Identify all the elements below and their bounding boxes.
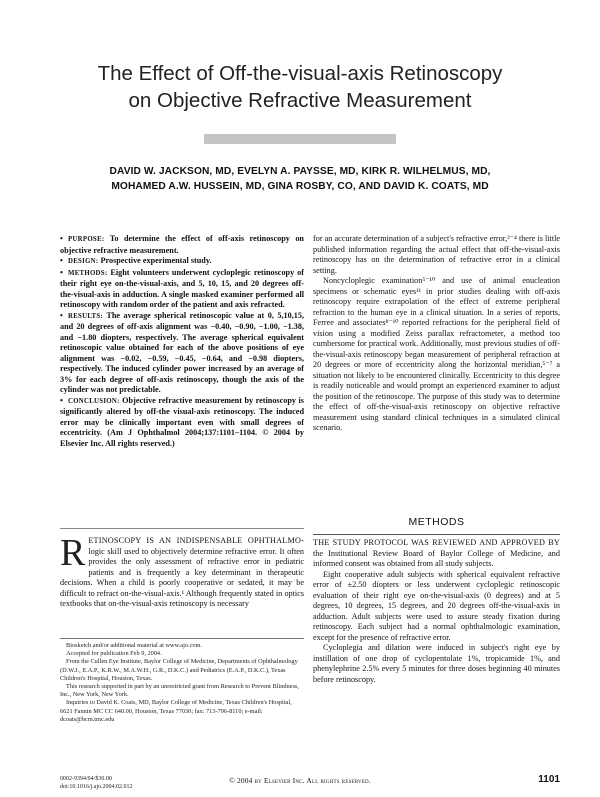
abstract-methods: • METHODS: Eight volunteers underwent cycloplegic retinoscopy of their right eye on-the-visual-axis, and 5, 10, 15, and 20 degrees off-the-visual-axis in adduction. A single masked examiner performed all retinoscopy with random order of the patient and axis refracted. xyxy=(60,267,304,309)
methods-heading: METHODS xyxy=(408,516,465,528)
author-list xyxy=(30,164,570,194)
title-line-2: on Objective Refractive Measurement xyxy=(128,89,472,112)
abstract xyxy=(60,234,304,449)
footer-issn: 0002-9394/04/$30.00 xyxy=(60,776,112,782)
title-line-1: The Effect of Off-the-visual-axis Retinoscopy xyxy=(97,62,503,85)
footer-identifiers xyxy=(60,775,133,791)
right-paragraph-2: Noncycloplegic examination⁵⁻¹⁰ and use of animal enucleation specimens or schematic eyes¹¹ in prior studies dealing with off-axis retinoscopy require extrapolation of the effect of extreme peripheral refraction to the human eye in a clinical situation. In a series of reports, Ferree and associates⁸⁻¹⁰ reported refractions for the peripheral field of vision using a modified Zeiss parallax refractometer, a method too cumbersome for practical work. Additionally, most previous studies of off- the-visual-axis retinoscopy began measurement of peripheral refraction at 20 degrees or more of eccentricity along the horizontal meridian,⁵⁻⁷ a situation not likely to be encountered clinically. Eccentricity to this degree is readily noticeable and would prompt an experienced examiner to adjust the position of the retinoscope. The purpose of this study was to determine the effect of off-the-visual-axis retinoscopy on objective refractive measurement using standard clinical techniques in a simulated clinical scenario. xyxy=(313,276,560,432)
footnote-accepted: Accepted for publication Feb 9, 2004. xyxy=(66,650,162,658)
methods-divider xyxy=(313,534,560,535)
footer-doi: doi:10.1016/j.ajo.2004.02.012 xyxy=(60,784,133,790)
drop-cap: R xyxy=(60,532,86,574)
title-divider xyxy=(204,134,396,144)
article-title xyxy=(30,60,570,114)
footer-copyright: © 2004 by Elsevier Inc. All rights reserved. xyxy=(229,776,371,785)
footnote-funding: This research supported in part by an unrestricted grant from Research to Prevent Blindness, Inc., New York, New York. xyxy=(60,683,299,699)
abstract-results: • RESULTS: The average spherical retinoscopic value at 0, 5,10,15, and 20 degrees of off-axis alignment was −0.40, −0.90, −1.00, −1.38, and −1.80 diopters, respectively. The average spherical equivalent retinoscopic value obtained for each of the above positions of eye alignment was −0.02, −0.59, −0.45, −0.64, and −0.98 diopters, respectively. The induced cylinder power increased by an average of 3% for each degree of off-axis retinoscopy, though the axis of the cylinder was not predictable. xyxy=(60,310,304,394)
abstract-conclusion: • CONCLUSION: Objective refractive measurement by retinoscopy is significantly altered by off-the visual-axis retinoscopy. The induced error may be clinically important even with small degrees of eccentricity. (Am J Ophthalmol 2004;137:1101–1104. © 2004 by Elsevier Inc. All rights reserved.) xyxy=(60,395,304,448)
page-number: 1101 xyxy=(538,774,560,785)
intro-paragraph: RETINOSCOPY IS AN INDISPENSABLE OPHTHALMO- logic skill used to objectively determine refractive error. It often provides the only assessment of refractive error in pediatric patients and is frequently a key determinant in therapeutic decisions. When a child is poorly cooperative or sedated, it may be difficult to refract on-the-visual-axis.¹ Although frequently stated in optics textbooks that on-the-visual-axis retinoscopy is necessary xyxy=(60,532,304,608)
footnotes xyxy=(60,642,304,724)
footnote-affiliation: From the Cullen Eye Institute, Baylor College of Medicine, Departments of Ophthalmology (D.W.J., E.A.P., K.R.W., M.A.W.H., G.R., D.K.C.) and Pediatrics (E.A.P., D.K.C.), Texas Children's Hospital, Houston, Texas. xyxy=(60,658,298,682)
right-paragraph-1: for an accurate determination of a subject's refractive error,²⁻⁴ there is little published information regarding the actual effect that off-the-visual-axis retinoscopy has on the determination of refractive error in a clinical setting. xyxy=(313,234,560,275)
footnote-biosketch: Biosketch and/or additional material at www.ajo.com. xyxy=(66,642,202,649)
authors-line-2: MOHAMED A.W. HUSSEIN, MD, GINA ROSBY, CO, AND DAVID K. COATS, MD xyxy=(111,181,489,192)
abstract-purpose: • PURPOSE: To determine the effect of off-axis retinoscopy on objective refractive measurement. xyxy=(60,234,304,255)
abstract-design: • DESIGN: Prospective experimental study. xyxy=(60,256,212,265)
footnote-inquiries: Inquiries to David K. Coats, MD, Baylor College of Medicine, Texas Children's Hospital, 6621 Fannin MC CC 640.00, Houston, Texas 77030; fax: 713-796-8110; e-mail: dcoats@bcm.tmc.edu xyxy=(60,699,292,723)
methods-paragraph-1: THE STUDY PROTOCOL WAS REVIEWED AND APPROVED BY the Institutional Review Board of Baylor College of Medicine, and informed consent was obtained from all study subjects. xyxy=(313,538,560,568)
footnote-divider xyxy=(60,638,304,639)
introduction xyxy=(60,532,304,610)
methods-paragraph-2: Eight cooperative adult subjects with spherical equivalent refractive error of ±2.50 diopters or less underwent cycloplegic retinoscopic evaluation of their right eye on-the-visual-axis (0 degrees) and at 5 degrees, 10 degrees, 15 degrees, and 20 degrees off-the-visual-axis in adduction. Adult subjects were used to assure steady fixation during retinoscopy. Each subject had a normal ophthalmologic examination, except for the presence of refractive error. xyxy=(313,569,560,642)
right-column-intro xyxy=(313,234,560,434)
methods-paragraph-3: Cycloplegia and dilation were induced in subject's right eye by instillation of one drop of cyclopentolate 1%, tropicamide 1%, and phenylephrine 2.5% every 5 minutes for three doses beginning 40 minutes before retinoscopy. xyxy=(313,643,560,684)
authors-line-1: DAVID W. JACKSON, MD, EVELYN A. PAYSSE, MD, KIRK R. WILHELMUS, MD, xyxy=(109,166,491,177)
abstract-divider xyxy=(60,528,304,529)
methods-section xyxy=(313,538,560,685)
